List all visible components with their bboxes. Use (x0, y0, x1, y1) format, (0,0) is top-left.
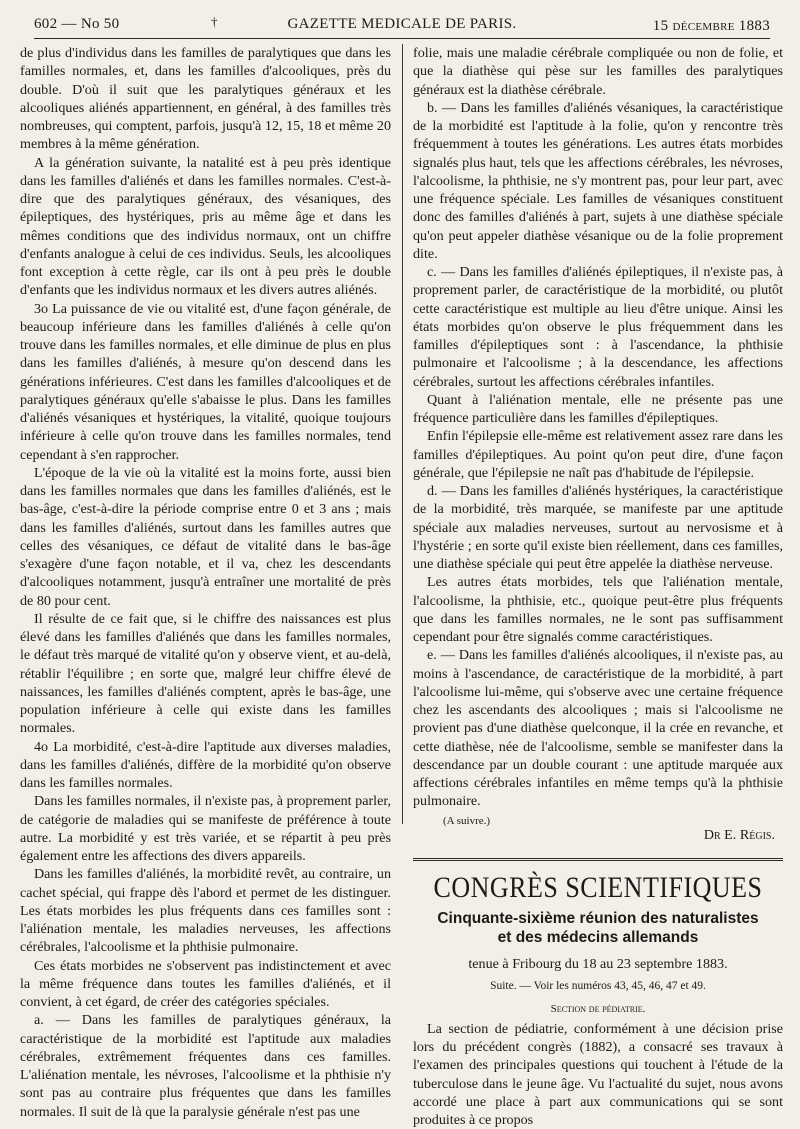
paragraph: b. — Dans les familles d'aliénés vésaniques, la caractéristique de la morbidité est l'aptitude à la folie, qu'on y rencontre très fréquemment à toutes les générations. Les autres états morbides signalés plus haut, tels que les affections cérébrales, les névroses, l'alcoolisme, la phthisie, ne s'y montrent pas, pour leur part, avec une fréquence spéciale. Les familles de vésaniques constituent donc des familles d'aliénés à part, sujets à une diathèse spéciale qu'on peut appeler diathèse vésanique ou de la folie proprement dite. (413, 99, 783, 262)
section-rule (413, 858, 783, 861)
paragraph: La section de pédiatrie, conformément à une décision prise lors du précédent congrès (1882), a consacré ses travaux à l'examen des principales questions qui touchent à l'étude de la tuberculose dans le jeune âge. Vu l'actualité du sujet, nous avons accordé une place à part aux communications qui se sont produites à ce propos (413, 1020, 783, 1128)
journal-title: GAZETTE MEDICALE DE PARIS. (287, 16, 517, 32)
paragraph: a. — Dans les familles de paralytiques généraux, la caractéristique de la morbidité est l'aptitude aux maladies cérébrales, extrêmement fréquentes dans ces familles. L'aliénation mentale, les névroses, l'alcoolisme et la phthisie n'y sont pas au contraire plus fréquentes que dans les familles normales. Il suit de là que la paralysie générale n'est pas une (20, 1012, 391, 1120)
congres-suite: Suite. — Voir les numéros 43, 45, 46, 47 et 49. (490, 980, 706, 993)
paragraph: Ces états morbides ne s'observent pas indistinctement et avec la même fréquence dans toutes les familles d'aliénés, et il convient, à cet égard, de créer des catégories spéciales. (20, 957, 391, 1010)
column-divider (402, 44, 403, 824)
paragraph: de plus d'individus dans les familles de paralytiques que dans les familles normales, et, dans les familles d'alcooliques, près du double. D'où il suit que les paralytiques généraux et les alcooliques aliénés appartiennent, en général, à des familles très nombreuses, qui comptent, parfois, jusqu'à 12, 15, 18 et même 20 membres à la même génération. (20, 45, 391, 153)
left-column (20, 44, 391, 1120)
right-column (413, 44, 783, 1128)
paragraph: Quant à l'aliénation mentale, elle ne présente pas une fréquence particulière dans les familles d'épileptiques. (413, 391, 783, 426)
running-header (34, 12, 770, 39)
issue-date: 15 décembre 1883 (652, 18, 770, 34)
author-signature: Dr E. Régis. (703, 826, 775, 843)
paragraph: c. — Dans les familles d'aliénés épileptiques, il n'existe pas, à proprement parler, de caractéristique de la morbidité, ou plutôt cette caractéristique est multiple au lieu d'être unique. Ainsi les états morbides qu'on observe le plus fréquemment dans les familles d'épileptiques sont : à l'ascendance, la phthisie pulmonaire et l'alcoolisme ; à la descendance, les affections cérébrales, surtout les affections cérébrales infantiles. (413, 264, 783, 390)
paragraph: d. — Dans les familles d'aliénés hystériques, la caractéristique de la morbidité, très marquée, se manifeste par une aptitude spéciale aux maladies nerveuses, surtout au nervosisme et à l'hystérie ; en sorte qu'il existe bien réellement, dans ces familles, une diathèse spéciale qui peut être appelée la diathèse nerveuse. (413, 483, 783, 572)
paragraph: A la génération suivante, la natalité est à peu près identique dans les familles d'aliénés et dans les familles normales. C'est-à-dire que des paralytiques généraux, des vésaniques, des épileptiques, des hystériques, pris au même âge et dans les mêmes conditions que des individus normaux, ont un chiffre d'enfants analogue à celui de ces individus. Seuls, les alcooliques font exception à cette règle, car ils ont à peu près le double d'enfants que les individus normaux et les divers autres aliénés. (20, 154, 391, 299)
congres-date: tenue à Fribourg du 18 au 23 septembre 1883. (468, 956, 728, 972)
paragraph: folie, mais une maladie cérébrale compliquée ou non de folie, et que la diathèse qui pèse sur les familles des paralytiques généraux est la diathèse cérébrale. (413, 45, 783, 98)
paragraph: Les autres états morbides, tels que l'aliénation mentale, l'alcoolisme, la phthisie, etc., quoique peut-être plus fréquents que dans les familles normales, ne le sont pas suffisamment cependant pour être signalés comme caractéristiques. (413, 574, 783, 645)
paragraph: Enfin l'épilepsie elle-même est relativement assez rare dans les familles d'épileptiques. Au point qu'on peut dire, d'une façon générale, que l'épilepsie ne naît pas d'habitude de l'épilepsie. (413, 428, 783, 481)
to-be-continued: (A suivre.) (443, 814, 491, 827)
paragraph: 3o La puissance de vie ou vitalité est, d'une façon générale, de beaucoup inférieure dans les familles d'aliénés à celle qu'on trouve dans les familles normales, et elle diminue de plus en plus dans les familles d'aliénés, à mesure qu'on descend dans les générations inférieures. C'est dans les familles d'alcooliques et de paralytiques généraux qu'elle s'abaisse le plus. Dans les familles d'aliénés vésaniques et hystériques, la vitalité, quoique toujours inférieure à celle qu'on trouve dans les familles normales, tend cependant à s'en rapprocher. (20, 300, 391, 463)
paragraph: Dans les familles normales, il n'existe pas, à proprement parler, de catégorie de maladies qui se manifeste de préférence à toute autre. La morbidité y est très variée, et se répartit à peu près également entre les affections des divers appareils. (20, 793, 391, 864)
paragraph: Il résulte de ce fait que, si le chiffre des naissances est plus élevé dans les familles d'aliénés que dans les familles normales, le défaut très marqué de vitalité qu'on y observe vient, et au-delà, rétablir l'équilibre ; en sorte que, malgré leur chiffre élevé de naissances, les familles d'aliénés comptent, après le bas-âge, une population inférieure à celle qui existe dans les familles normales. (20, 610, 391, 737)
congres-title: CONGRÈS SCIENTIFIQUES (433, 870, 763, 905)
paragraph: 4o La morbidité, c'est-à-dire l'aptitude aux diverses maladies, dans les familles d'aliénés, diffère de la morbidité qu'on observe dans les familles normales. (20, 738, 391, 791)
congres-subtitle: Cinquante-sixième réunion des naturalistes et des médecins allemands (437, 910, 759, 946)
paragraph: Dans les familles d'aliénés, la morbidité revêt, au contraire, un cachet spécial, qui frappe dès l'abord et permet de les distinguer. Les états morbides les plus fréquents dans ces familles sont : l'aliénation mentale, les maladies nerveuses, les affections cérébrales, l'alcoolisme et la phthisie pulmonaire. (20, 866, 391, 956)
paragraph: e. — Dans les familles d'aliénés alcooliques, il n'existe pas, au moins à l'ascendance, de caractéristique de la morbidité, à part l'alcoolisme lui-même, qui s'observe avec une certaine fréquence chez les ascendants des alcooliques ; mais si l'alcoolisme ne provient pas d'une diathèse quelconque, il la crée en revanche, et cette diathèse, née de l'alcoolisme, semble se manifester dans la descendance par un double courant : une aptitude marquée aux affections cérébrales infantiles en même temps qu'à la phthisie pulmonaire. (413, 647, 783, 810)
dagger-mark: † (211, 14, 218, 29)
section-heading: Section de pédiatrie. (550, 1002, 646, 1015)
paragraph: L'époque de la vie où la vitalité est la moins forte, aussi bien dans les familles normales que dans les familles d'aliénés, est le bas-âge, c'est-à-dire la période comprise entre 0 et 3 ans ; mais dans les familles d'aliénés, surtout dans les familles autres que celles des vésaniques, ce défaut de vitalité dans le bas-âge s'exagère d'une façon notable, et il va, chez les descendants d'alcooliques notamment, jusqu'à entraîner une mortalité de près de 80 pour cent. (20, 464, 391, 609)
page-number-and-issue: 602 — No 50 (34, 16, 120, 32)
